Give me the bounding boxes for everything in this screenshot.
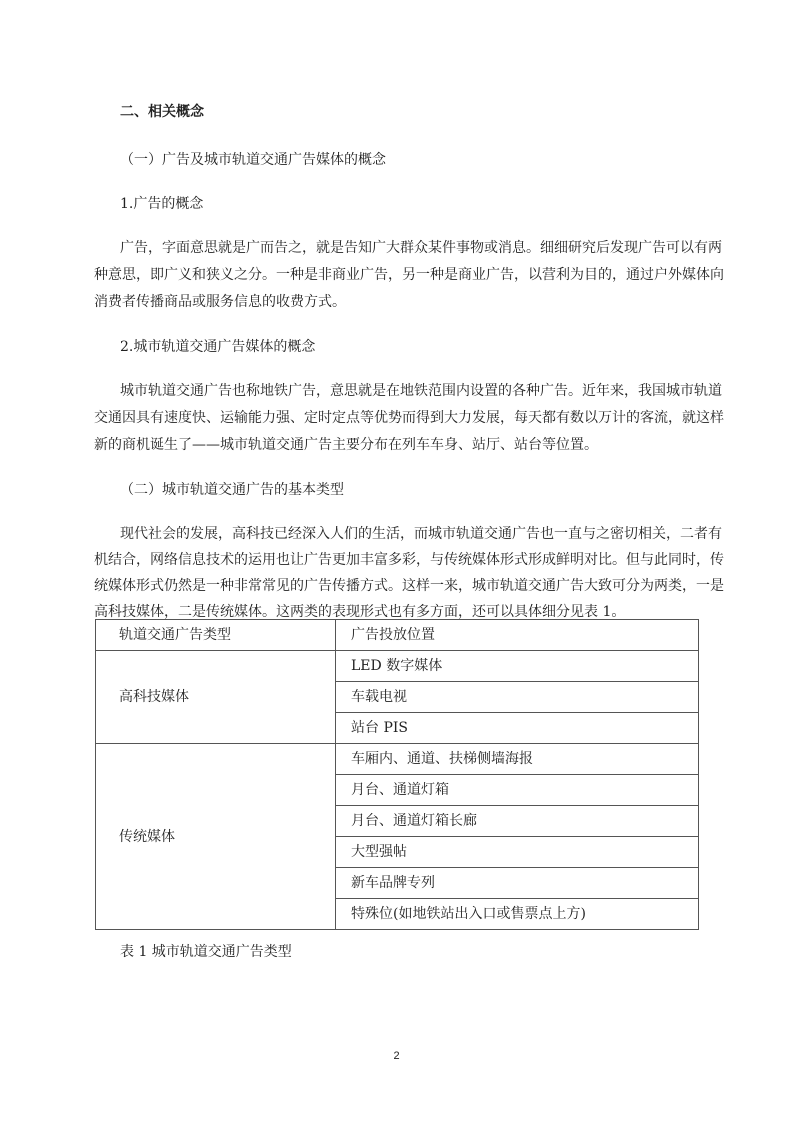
paragraph-line: 交通因具有速度快、运输能力强、定时定点等优势而得到大力发展，每天都有数以万计的客流，就这样: [94, 410, 724, 426]
table-header-type: 轨道交通广告类型: [96, 620, 336, 651]
table-caption: 表 1 城市轨道交通广告类型: [120, 944, 292, 960]
table-cell-location: 特殊位(如地铁站出入口或售票点上方): [336, 899, 699, 930]
table-cell-location: 月台、通道灯箱: [336, 775, 699, 806]
table-cell-location: 新车品牌专列: [336, 868, 699, 899]
paragraph-line: 种意思，即广义和狭义之分。一种是非商业广告，另一种是商业广告，以营利为目的，通过户外媒体向: [94, 267, 724, 283]
ad-type-table: [95, 619, 699, 930]
section-title: 二、相关概念: [120, 104, 204, 120]
paragraph-line: 新的商机诞生了——城市轨道交通广告主要分布在列车车身、站厅、站台等位置。: [94, 437, 598, 453]
category-traditional: 传统媒体: [96, 744, 336, 930]
table-cell-location: 月台、通道灯箱长廊: [336, 806, 699, 837]
paragraph-line: 机结合，网络信息技术的运用也让广告更加丰富多彩，与传统媒体形式形成鲜明对比。但与此同时，传: [94, 552, 724, 568]
page-number: 2: [393, 1050, 400, 1062]
table-header-row: [96, 620, 699, 651]
table-cell-location: LED 数字媒体: [336, 651, 699, 682]
table-row: [96, 744, 699, 775]
category-hightech: 高科技媒体: [96, 651, 336, 744]
table-cell-location: 车厢内、通道、扶梯侧墙海报: [336, 744, 699, 775]
subsection-title-2: （二）城市轨道交通广告的基本类型: [120, 482, 344, 498]
table-cell-location: 车载电视: [336, 682, 699, 713]
paragraph-line: 统媒体形式仍然是一种非常常见的广告传播方式。这样一来，城市轨道交通广告大致可分为两类，一是: [94, 578, 724, 594]
table-cell-location: 站台 PIS: [336, 713, 699, 744]
table-row: [96, 651, 699, 682]
paragraph-line: 广告，字面意思就是广而告之，就是告知广大群众某件事物或消息。细细研究后发现广告可以有两: [120, 240, 722, 256]
table-cell-location: 大型强帖: [336, 837, 699, 868]
paragraph-line: 高科技媒体，二是传统媒体。这两类的表现形式也有多方面，还可以具体细分见表 1。: [94, 604, 626, 620]
paragraph-line: 现代社会的发展，高科技已经深入人们的生活，而城市轨道交通广告也一直与之密切相关，二者有: [120, 526, 722, 542]
subsection-title-1: （一）广告及城市轨道交通广告媒体的概念: [120, 152, 386, 168]
item-title-2: 2.城市轨道交通广告媒体的概念: [120, 339, 316, 355]
paragraph-line: 城市轨道交通广告也称地铁广告，意思就是在地铁范围内设置的各种广告。近年来，我国城市轨道: [120, 383, 722, 399]
paragraph-line: 消费者传播商品或服务信息的收费方式。: [94, 294, 346, 310]
table-header-location: 广告投放位置: [336, 620, 699, 651]
item-title-1: 1.广告的概念: [120, 196, 204, 212]
